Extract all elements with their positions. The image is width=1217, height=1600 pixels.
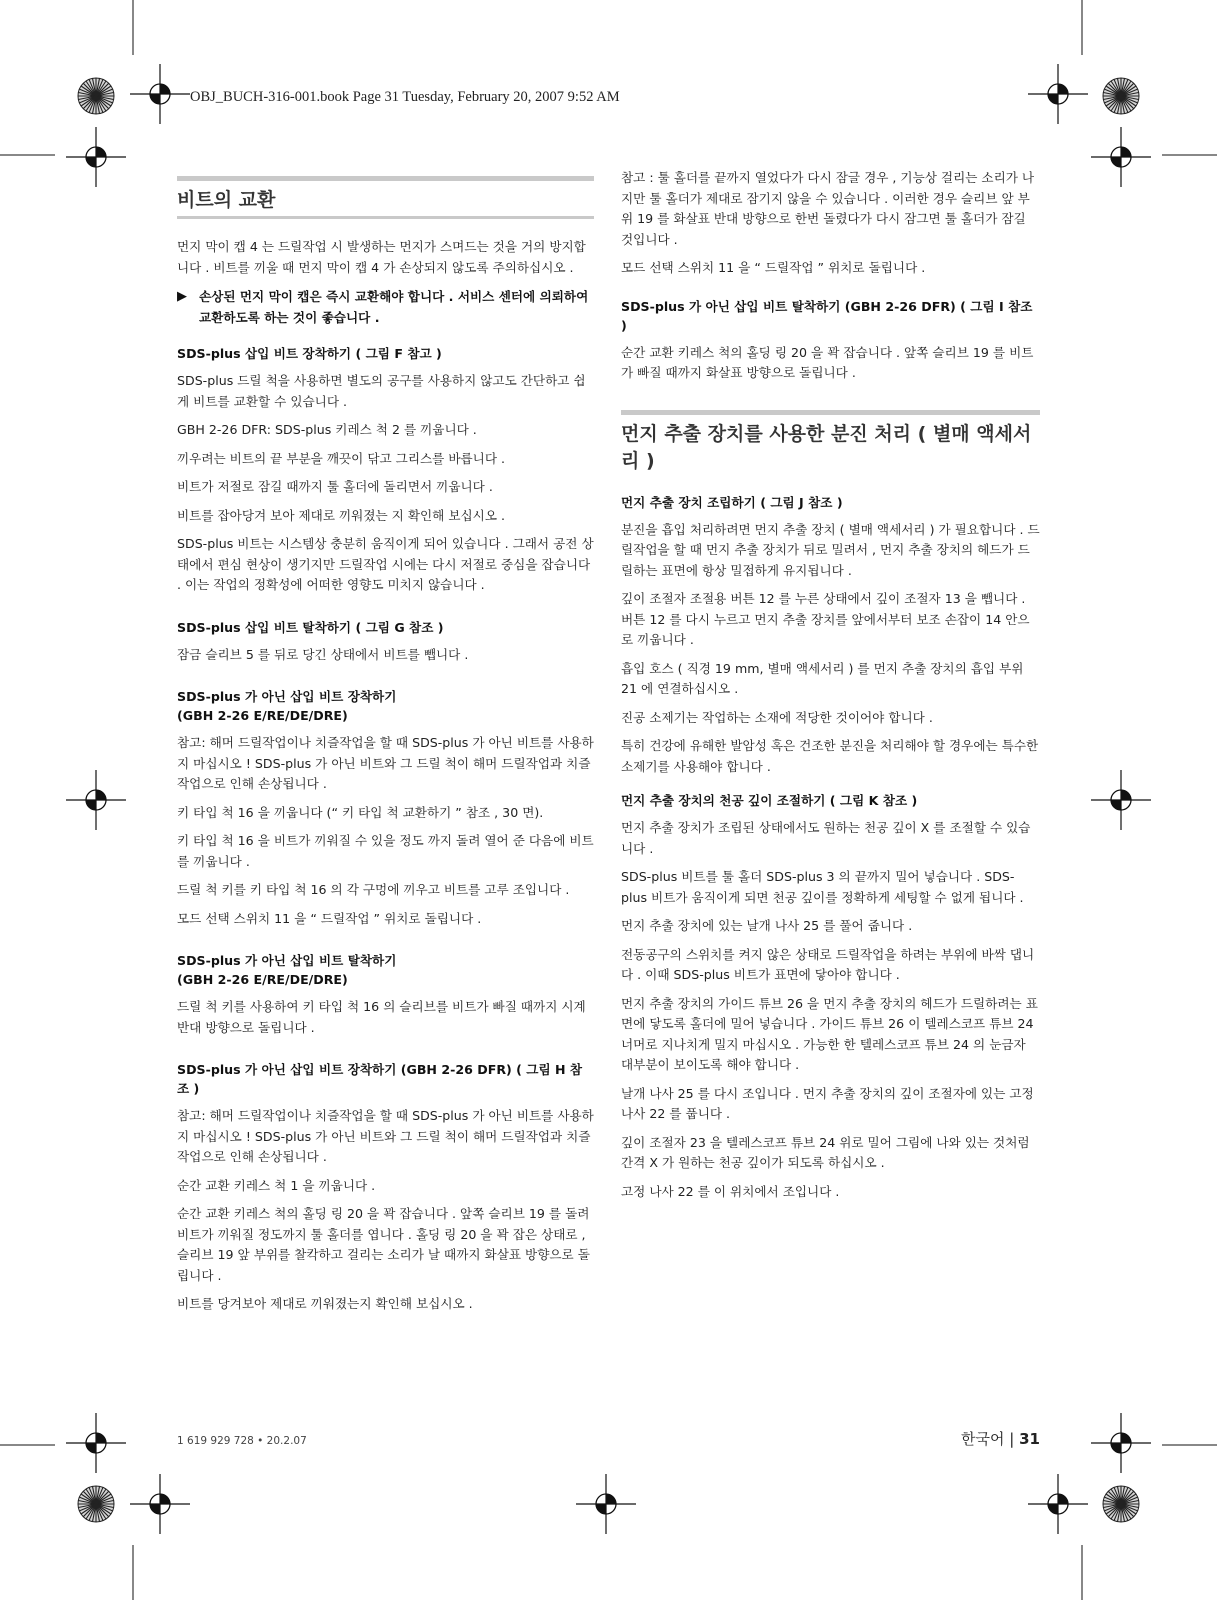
paragraph: 비트를 당겨보아 제대로 끼워졌는지 확인해 보십시오 . bbox=[177, 1296, 473, 1311]
paragraph: SDS-plus 드릴 척을 사용하면 별도의 공구를 사용하지 않고도 간단하고 쉽게 비트를 교환할 수 있습니다 . bbox=[177, 373, 586, 409]
paragraph: SDS-plus 비트를 툴 홀더 SDS-plus 3 의 끝까지 밀어 넣습니다 . SDS-plus 비트가 움직이게 되면 천공 깊이를 정확하게 세팅할 수 없게 됩니다 . bbox=[621, 869, 1024, 905]
paragraph: 모드 선택 스위치 11 을 “ 드릴작업 ” 위치로 돌립니다 . bbox=[177, 910, 482, 926]
subheading: SDS-plus 삽입 비트 탈착하기 ( 그림 G 참조 ) bbox=[177, 619, 444, 635]
paragraph: 먼지 추출 장치의 가이드 튜브 26 을 먼지 추출 장치의 헤드가 드릴하려는 표면에 닿도록 홀더에 밀어 넣습니다 . 가이드 튜브 26 이 텔레스코프 튜브 24 너머로 지나치게 밀지 마십시오 . 가능한 한 텔레스코프 튜브 24 의 눈금자 대부분이 보이도록 해야 합니다 . bbox=[621, 995, 1038, 1072]
footer-code: 1 619 929 728 • 20.2.07 bbox=[177, 1435, 307, 1447]
paragraph: SDS-plus 비트는 시스템상 충분히 움직이게 되어 있습니다 . 그래서 공전 상태에서 편심 현상이 생기지만 드릴작업 시에는 다시 저절로 중심을 잡습니다 . 이는 작업의 정확성에 어떠한 영향도 미치지 않습니다 . bbox=[177, 536, 594, 592]
subheading-line: SDS-plus 가 아닌 삽입 비트 탈착하기 bbox=[177, 953, 397, 968]
section-title-dust-extraction: 먼지 추출 장치를 사용한 분진 처리 ( 별매 액세서리 ) bbox=[621, 410, 1040, 475]
footer-page-label bbox=[961, 1428, 1040, 1449]
subheading: SDS-plus 삽입 비트 장착하기 ( 그림 F 참고 ) bbox=[177, 346, 442, 361]
subheading-line: (GBH 2-26 E/RE/DE/DRE) bbox=[177, 972, 348, 987]
paragraph: 키 타입 척 16 을 끼웁니다 (“ 키 타입 척 교환하기 ” 참조 , 30 면). bbox=[177, 804, 544, 820]
paragraph: 비트를 잡아당겨 보아 제대로 끼워졌는 지 확인해 보십시오 . bbox=[177, 507, 506, 523]
paragraph: 순간 교환 키레스 척의 홀딩 링 20 을 꽉 잡습니다 . 앞쪽 슬리브 19 를 비트가 빠질 때까지 화살표 방향으로 돌립니다 . bbox=[621, 344, 1034, 380]
paragraph: 먼지 추출 장치에 있는 날개 나사 25 를 풀어 줍니다 . bbox=[621, 918, 913, 933]
paragraph: 날개 나사 25 를 다시 조입니다 . 먼지 추출 장치의 깊이 조절자에 있는 고정 나사 22 를 풉니다 . bbox=[621, 1085, 1034, 1121]
paragraph: 깊이 조절자 23 을 텔레스코프 튜브 24 위로 밀어 그림에 나와 있는 것처럼 간격 X 가 원하는 천공 깊이가 되도록 하십시오 . bbox=[621, 1134, 1030, 1170]
page-number: 31 bbox=[1019, 1430, 1040, 1448]
footer-separator: | bbox=[1009, 1430, 1015, 1448]
subheading: 먼지 추출 장치의 천공 깊이 조절하기 ( 그림 K 참조 ) bbox=[621, 793, 918, 808]
paragraph: GBH 2-26 DFR: SDS-plus 키레스 척 2 를 끼웁니다 . bbox=[177, 422, 477, 437]
paragraph: 순간 교환 키레스 척 1 을 끼웁니다 . bbox=[177, 1177, 376, 1193]
paragraph: 드릴 척 키를 사용하여 키 타입 척 16 의 슬리브를 비트가 빠질 때까지 시계 반대 방향으로 돌립니다 . bbox=[177, 999, 586, 1035]
paragraph: 전동공구의 스위치를 켜지 않은 상태로 드릴작업을 하려는 부위에 바싹 댑니다 . 이때 SDS-plus 비트가 표면에 닿아야 합니다 . bbox=[621, 946, 1035, 982]
triangle-arrow-icon: ▶ bbox=[177, 289, 187, 304]
subheading: 먼지 추출 장치 조립하기 ( 그림 J 참조 ) bbox=[621, 494, 843, 510]
paragraph: 잠금 슬리브 5 를 뒤로 당긴 상태에서 비트를 뺍니다 . bbox=[177, 646, 469, 662]
paragraph: 드릴 척 키를 키 타입 척 16 의 각 구멍에 끼우고 비트를 고루 조입니다 . bbox=[177, 882, 570, 897]
paragraph: 흡입 호스 ( 직경 19 mm, 별매 액세서리 ) 를 먼지 추출 장치의 흡입 부위 21 에 연결하십시오 . bbox=[621, 660, 1024, 696]
paragraph: 끼우려는 비트의 끝 부분을 깨끗이 닦고 그리스를 바릅니다 . bbox=[177, 450, 506, 466]
warning-text: 손상된 먼지 막이 캡은 즉시 교환해야 합니다 . 서비스 센터에 의뢰하여 교환하도록 하는 것이 좋습니다 . bbox=[199, 289, 589, 325]
subheading bbox=[177, 687, 594, 725]
footer-language: 한국어 bbox=[961, 1430, 1005, 1448]
left-column bbox=[177, 168, 594, 1323]
paragraph: 고정 나사 22 를 이 위치에서 조입니다 . bbox=[621, 1183, 840, 1199]
paragraph: 깊이 조절자 조절용 버튼 12 를 누른 상태에서 깊이 조절자 13 을 뺍니다 . 버튼 12 를 다시 누르고 먼지 추출 장치를 앞에서부터 보조 손잡이 14 안으로 끼웁니다 . bbox=[621, 591, 1030, 647]
paragraph: 특히 건강에 유해한 발암성 혹은 건조한 분진을 처리해야 할 경우에는 특수한 소제기를 사용해야 합니다 . bbox=[621, 738, 1039, 774]
right-column bbox=[621, 168, 1040, 1210]
book-header: OBJ_BUCH-316-001.book Page 31 Tuesday, February 20, 2007 9:52 AM bbox=[190, 89, 620, 105]
subheading-line: (GBH 2-26 E/RE/DE/DRE) bbox=[177, 708, 348, 723]
paragraph: 참고: 해머 드릴작업이나 치즐작업을 할 때 SDS-plus 가 아닌 비트를 사용하지 마십시오 ! SDS-plus 가 아닌 비트와 그 드릴 척이 해머 드릴작업과 치즐작업으로 인해 손상됩니다 . bbox=[177, 1108, 594, 1164]
subheading: SDS-plus 가 아닌 삽입 비트 장착하기 (GBH 2-26 DFR) ( 그림 H 참조 ) bbox=[177, 1062, 583, 1096]
paragraph: 참고: 해머 드릴작업이나 치즐작업을 할 때 SDS-plus 가 아닌 비트를 사용하지 마십시오 ! SDS-plus 가 아닌 비트와 그 드릴 척이 해머 드릴작업과 치즐작업으로 인해 손상됩니다 . bbox=[177, 735, 594, 791]
paragraph: 분진을 흡입 처리하려면 먼지 추출 장치 ( 별매 액세서리 ) 가 필요합니다 . 드릴작업을 할 때 먼지 추출 장치가 뒤로 밀려서 , 먼지 추출 장치의 헤드가 드릴하는 표면에 항상 밀접하게 유지됩니다 . bbox=[621, 521, 1040, 578]
paragraph: 키 타입 척 16 을 비트가 끼워질 수 있을 정도 까지 돌려 열어 준 다음에 비트를 끼웁니다 . bbox=[177, 833, 594, 869]
subheading: SDS-plus 가 아닌 삽입 비트 탈착하기 (GBH 2-26 DFR) ( 그림 I 참조 ) bbox=[621, 298, 1033, 333]
paragraph: 비트가 저절로 잠길 때까지 툴 홀더에 돌리면서 끼웁니다 . bbox=[177, 479, 493, 494]
paragraph: 먼지 막이 캡 4 는 드릴작업 시 발생하는 먼지가 스며드는 것을 거의 방지합니다 . 비트를 끼울 때 먼지 막이 캡 4 가 손상되지 않도록 주의하십시오 . bbox=[177, 239, 586, 275]
warning-note bbox=[177, 286, 594, 328]
paragraph: 모드 선택 스위치 11 을 “ 드릴작업 ” 위치로 돌립니다 . bbox=[621, 260, 926, 275]
paragraph: 순간 교환 키레스 척의 홀딩 링 20 을 꽉 잡습니다 . 앞쪽 슬리브 19 를 돌려 비트가 끼워질 정도까지 툴 홀더를 엽니다 . 홀딩 링 20 을 꽉 잡은 상태로 , 슬리브 19 앞 부위를 찰칵하고 걸리는 소리가 날 때까지 화살표 방향으로 돌립니다 . bbox=[177, 1206, 590, 1283]
paragraph: 먼지 추출 장치가 조립된 상태에서도 원하는 천공 깊이 X 를 조절할 수 있습니다 . bbox=[621, 820, 1031, 856]
paragraph: 참고 : 툴 홀더를 끝까지 열었다가 다시 잠글 경우 , 기능상 걸리는 소리가 나지만 툴 홀더가 제대로 잠기지 않을 수 있습니다 . 이러한 경우 슬리브 앞 부위 19 를 화살표 반대 방향으로 한번 돌렸다가 다시 잠그면 툴 홀더가 잠길 것입니다 . bbox=[621, 170, 1035, 247]
paragraph: 진공 소제기는 작업하는 소재에 적당한 것이어야 합니다 . bbox=[621, 709, 933, 725]
subheading bbox=[177, 951, 594, 989]
section-title-bit-change: 비트의 교환 bbox=[177, 176, 594, 219]
subheading-line: SDS-plus 가 아닌 삽입 비트 장착하기 bbox=[177, 689, 397, 704]
